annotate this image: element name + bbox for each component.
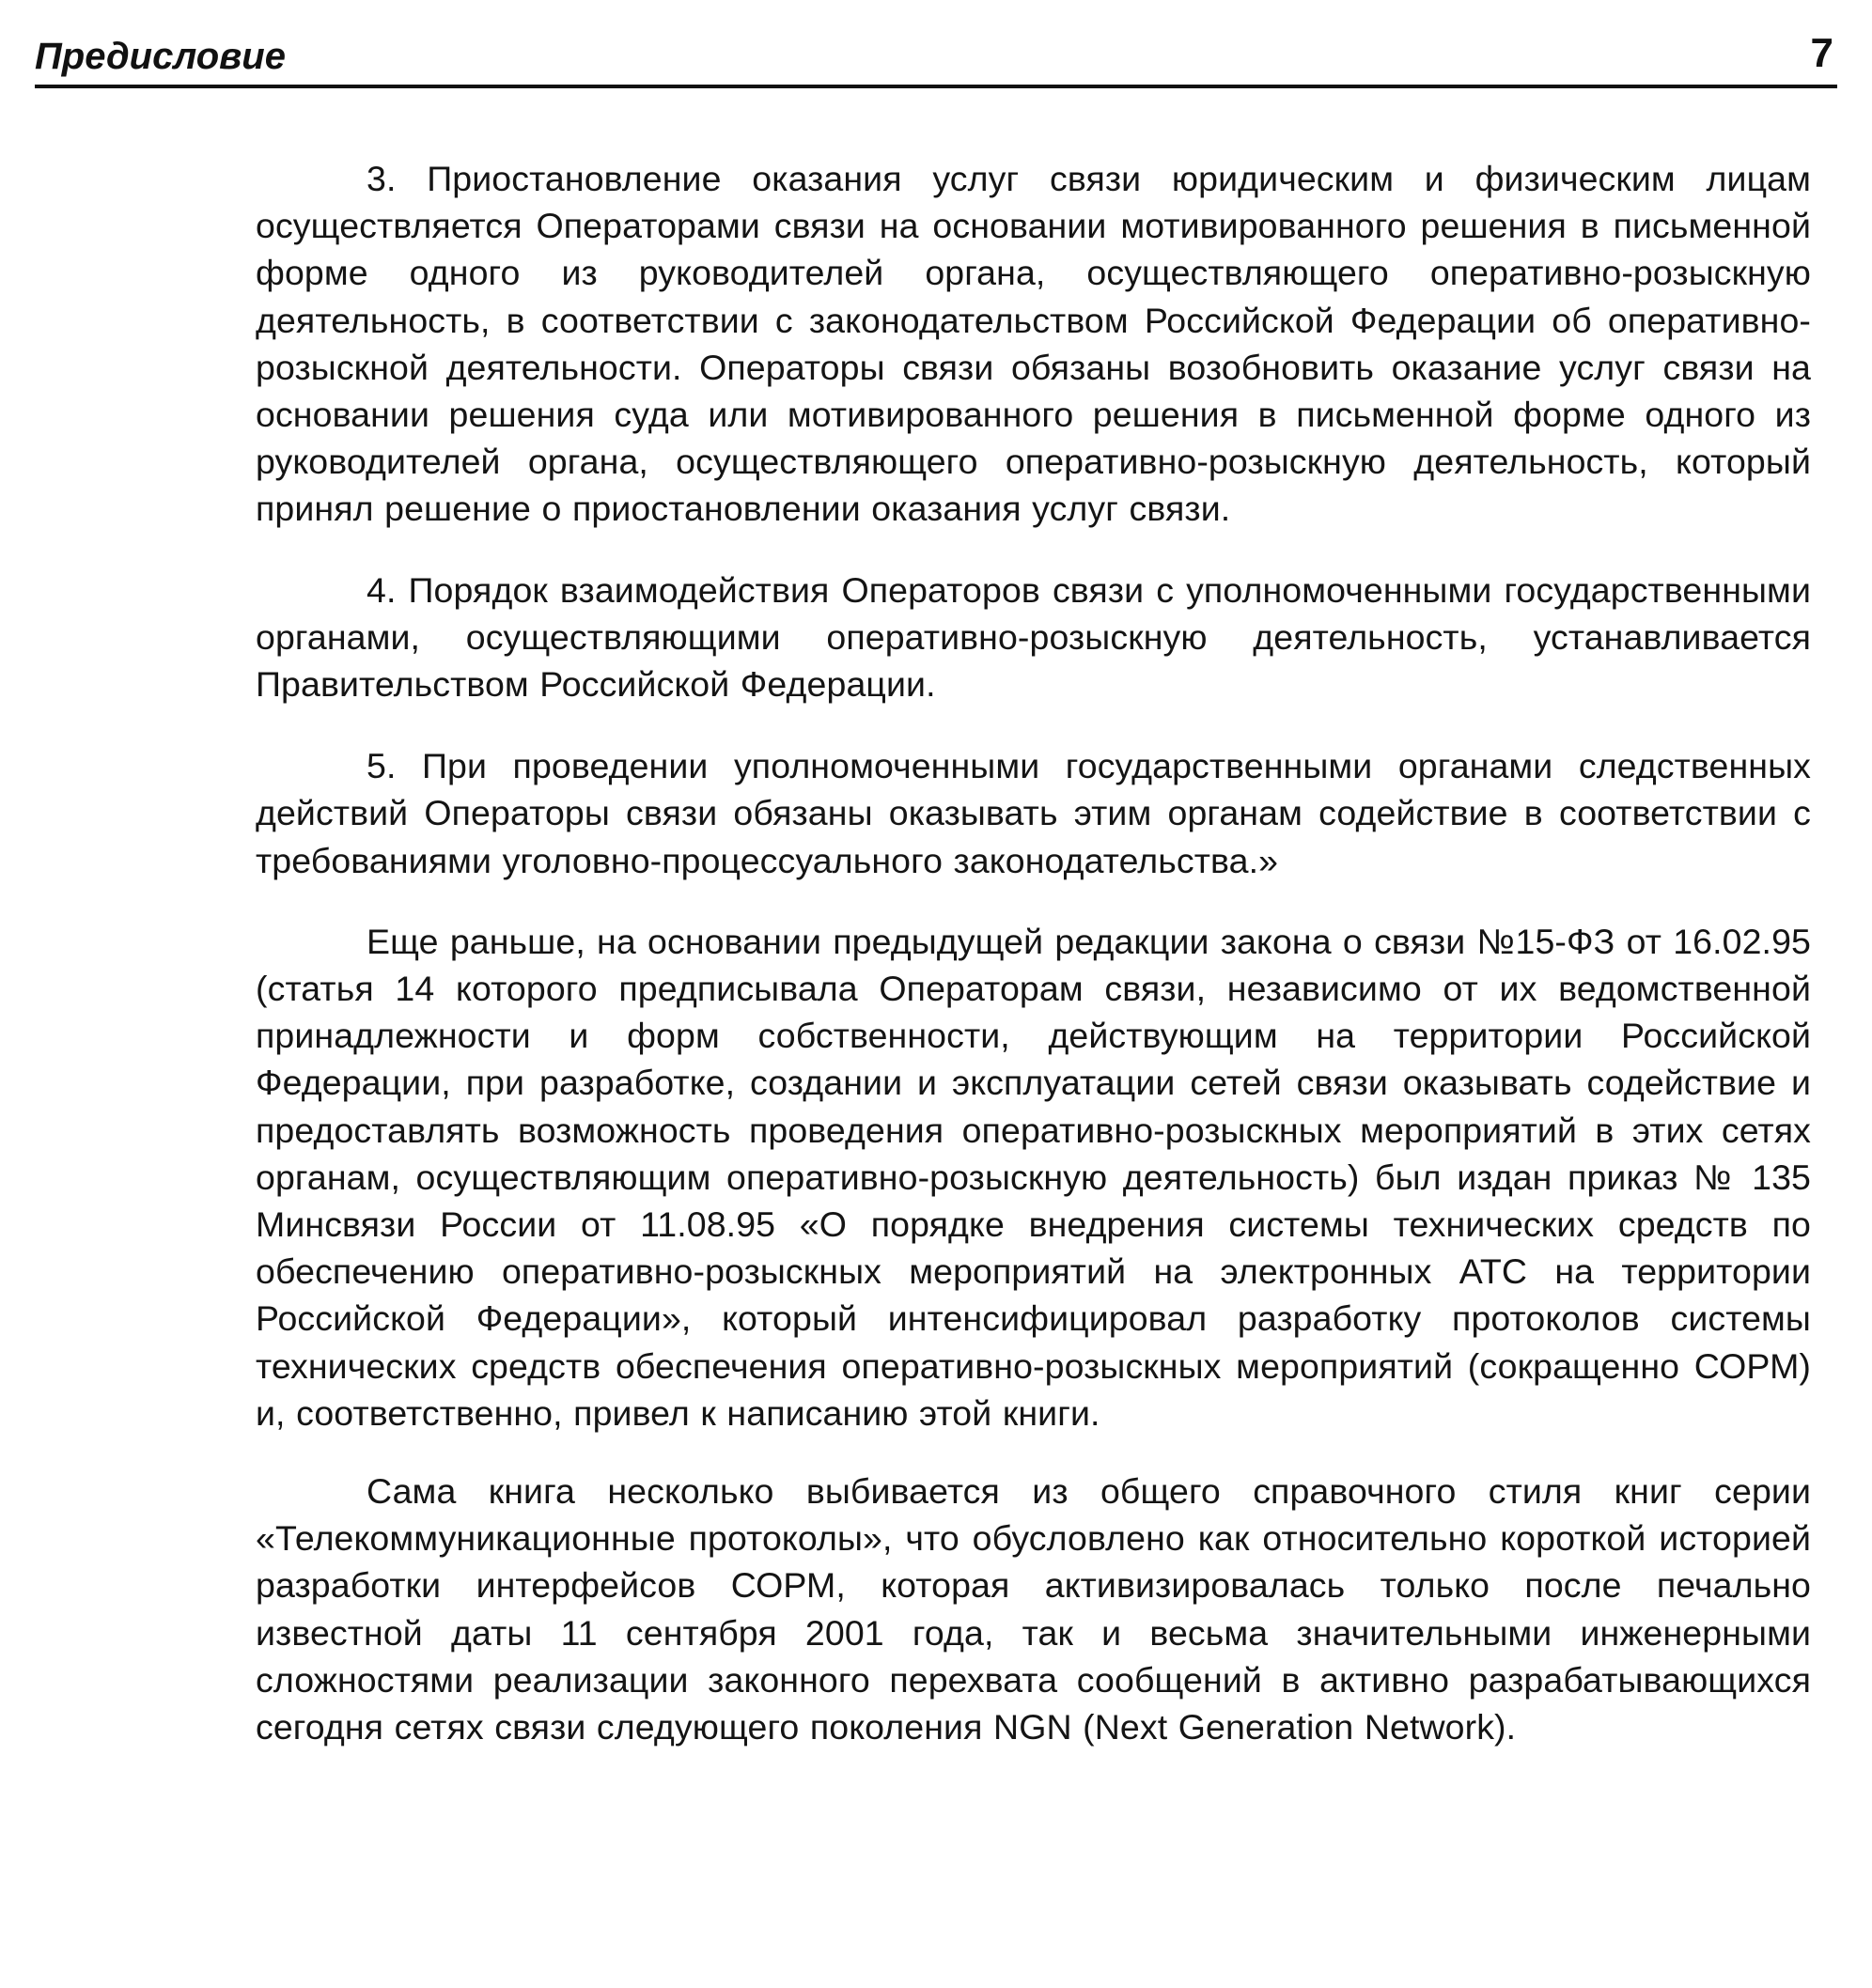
header-rule bbox=[35, 85, 1837, 88]
page-number: 7 bbox=[1810, 30, 1833, 76]
section-title: Предисловие bbox=[35, 36, 286, 77]
running-head bbox=[35, 28, 1837, 88]
paragraph-item-3: 3. Приостановление оказания услуг связи юридическим и физическим лицам осуществляется Операторами связи на основании мотивированного решения в письменной форме одного из руководителей органа, осуществляющего оперативно-розыскную деятельность, в соответствии с законодательством Российской Федерации об оперативно-розыскной деятельности. Операторы связи обязаны возобновить оказание услуг связи на основании решения суда или мотивированного решения в письменной форме одного из руководителей органа, осуществляющего оперативно-розыскную деятельность, который принял решение о приостановлении оказания услуг связи. bbox=[256, 159, 1811, 529]
paragraph-book-scope: Сама книга несколько выбивается из общего справочного стиля книг серии «Телекоммуникационные протоколы», что обусловлено как относительно короткой историей разработки интерфейсов СОРМ, которая активизировалась только после печально известной даты 11 сентября 2001 года, так и весьма значительными инженерными сложностями реализации законного перехвата сообщений в активно разрабатывающихся сегодня сетях связи следующего поколения NGN (Next Generation Network). bbox=[256, 1471, 1811, 1747]
body-text bbox=[256, 155, 1811, 1782]
paragraph-item-4: 4. Порядок взаимодействия Операторов связи с уполномоченными государственными органами, осуществляющими оперативно-розыскную деятельность, устанавливается Правительством Российской Федерации. bbox=[256, 569, 1811, 705]
paragraph-item-5: 5. При проведении уполномоченными государственными органами следственных действий Операторы связи обязаны оказывать этим органам содействие в соответствии с требованиями уголовно-процессуального законодательства.» bbox=[256, 746, 1811, 880]
paragraph-history: Еще раньше, на основании предыдущей редакции закона о связи №15-ФЗ от 16.02.95 (статья 14 которого предписывала Операторам связи, независимо от их ведомственной принадлежности и форм собственности, действующим на территории Российской Федерации, при разработке, создании и эксплуатации сетей связи оказывать содействие и предоставлять возможность проведения оперативно-розыскных мероприятий в этих сетях органам, осуществляющим оперативно-розыскную деятельность) был издан приказ № 135 Минсвязи России от 11.08.95 «О порядке внедрения системы технических средств по обеспечению оперативно-розыскных мероприятий на электронных АТС на территории Российской Федерации», который интенсифицировал разработку протоколов системы технических средств обеспечения оперативно-розыскных мероприятий (сокращенно СОРМ) и, соответственно, привел к написанию этой книги. bbox=[256, 921, 1811, 1433]
